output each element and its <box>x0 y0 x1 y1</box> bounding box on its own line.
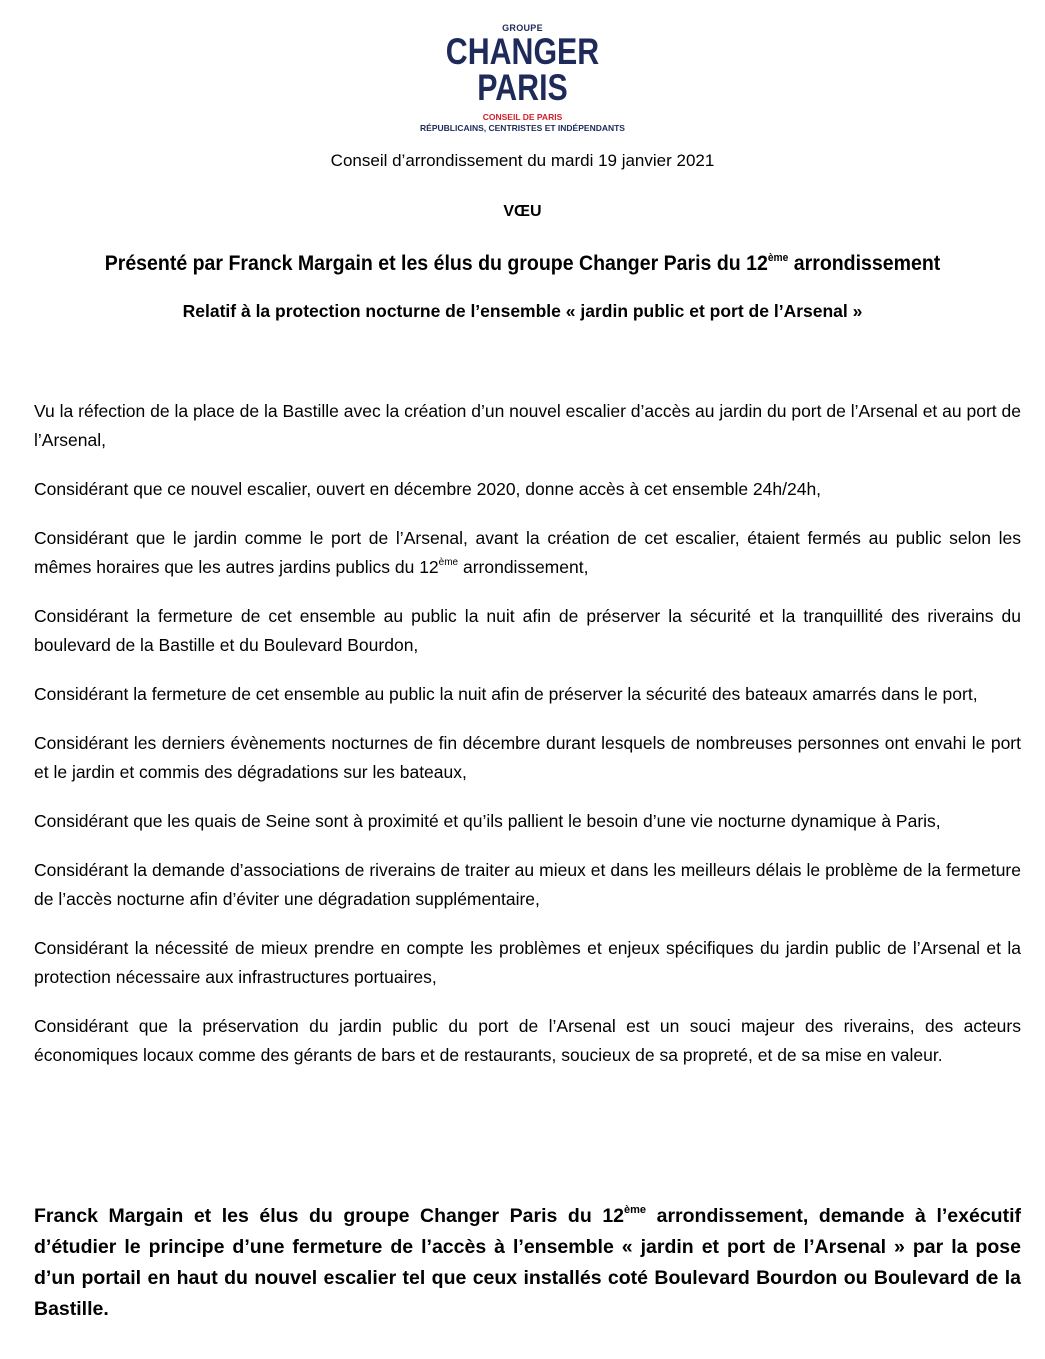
logo-paris: PARIS <box>477 67 568 108</box>
paragraph: Vu la réfection de la place de la Bastille avec la création d’un nouvel escalier d’accès au jardin du port de l’Arsenal et au port de l’Arsenal, <box>34 401 1021 450</box>
logo-groupe: GROUPE <box>502 23 543 33</box>
presented-by-sup: ème <box>767 252 789 264</box>
presented-by-text: Présenté par Franck Margain et les élus du groupe Changer Paris du 12 <box>104 252 768 275</box>
conclusion-text-end: arrondissement, demande à l’exécutif d’étudier le principe d’une fermeture de l’accès à l’ensemble « jardin et port de l’Arsenal » par la pose d’un portail en haut du nouvel escalier tel que ceux installés coté Boulevard Bourdon ou Boulevard de la Bastille. <box>34 1205 1021 1320</box>
paragraph-text: Considérant que le jardin comme le port de l’Arsenal, avant la création de cet escalier, étaient fermés au public selon les mêmes horaires que les autres jardins publics du 12 <box>34 528 1021 577</box>
paragraph: Considérant la fermeture de cet ensemble au public la nuit afin de préserver la sécurité des bateaux amarrés dans le port, <box>34 684 978 704</box>
paragraph-sup: ème <box>438 557 459 568</box>
logo-subtitle: RÉPUBLICAINS, CENTRISTES ET INDÉPENDANTS <box>420 123 625 133</box>
conclusion-sup: ème <box>624 1204 647 1216</box>
paragraph: Considérant que les quais de Seine sont à proximité et qu’ils pallient le besoin d’une vie nocturne dynamique à Paris, <box>34 811 941 831</box>
paragraph: Considérant que la préservation du jardin public du port de l’Arsenal est un souci majeur des riverains, des acteurs économiques locaux comme des gérants de bars et de restaurants, soucieux de sa propreté, et de sa mise en valeur. <box>34 1016 1021 1065</box>
paragraph: Considérant la nécessité de mieux prendre en compte les problèmes et enjeux spécifiques du jardin public de l’Arsenal et la protection nécessaire aux infrastructures portuaires, <box>34 938 1021 987</box>
paragraph: Considérant la demande d’associations de riverains de traiter au mieux et dans les meilleurs délais le problème de la fermeture de l’accès nocturne afin d’éviter une dégradation supplémentaire, <box>34 860 1021 909</box>
changer-paris-logo <box>0 22 1045 134</box>
presented-by <box>37 250 1009 278</box>
logo-changer: CHANGER <box>445 31 600 72</box>
subject-line: Relatif à la protection nocturne de l’ensemble « jardin public et port de l’Arsenal » <box>182 301 863 321</box>
document-type: VŒU <box>503 203 542 220</box>
paragraph-text-end: arrondissement, <box>458 557 589 577</box>
paragraph: Considérant la fermeture de cet ensemble au public la nuit afin de préserver la sécurité et la tranquillité des riverains du boulevard de la Bastille et du Boulevard Bourdon, <box>34 606 1021 655</box>
council-date: Conseil d’arrondissement du mardi 19 janvier 2021 <box>330 151 715 170</box>
paragraph: Considérant les derniers évènements nocturnes de fin décembre durant lesquels de nombreuses personnes ont envahi le port et le jardin et commis des dégradations sur les bateaux, <box>34 733 1021 782</box>
presented-by-end: arrondissement <box>788 252 941 275</box>
paragraph <box>34 524 1021 582</box>
conclusion <box>34 1201 1021 1325</box>
considerations <box>34 397 1021 1090</box>
logo-conseil: CONSEIL DE PARIS <box>482 112 563 122</box>
paragraph: Considérant que ce nouvel escalier, ouvert en décembre 2020, donne accès à cet ensemble 24h/24h, <box>34 479 822 499</box>
conclusion-text: Franck Margain et les élus du groupe Changer Paris du 12 <box>34 1205 625 1227</box>
